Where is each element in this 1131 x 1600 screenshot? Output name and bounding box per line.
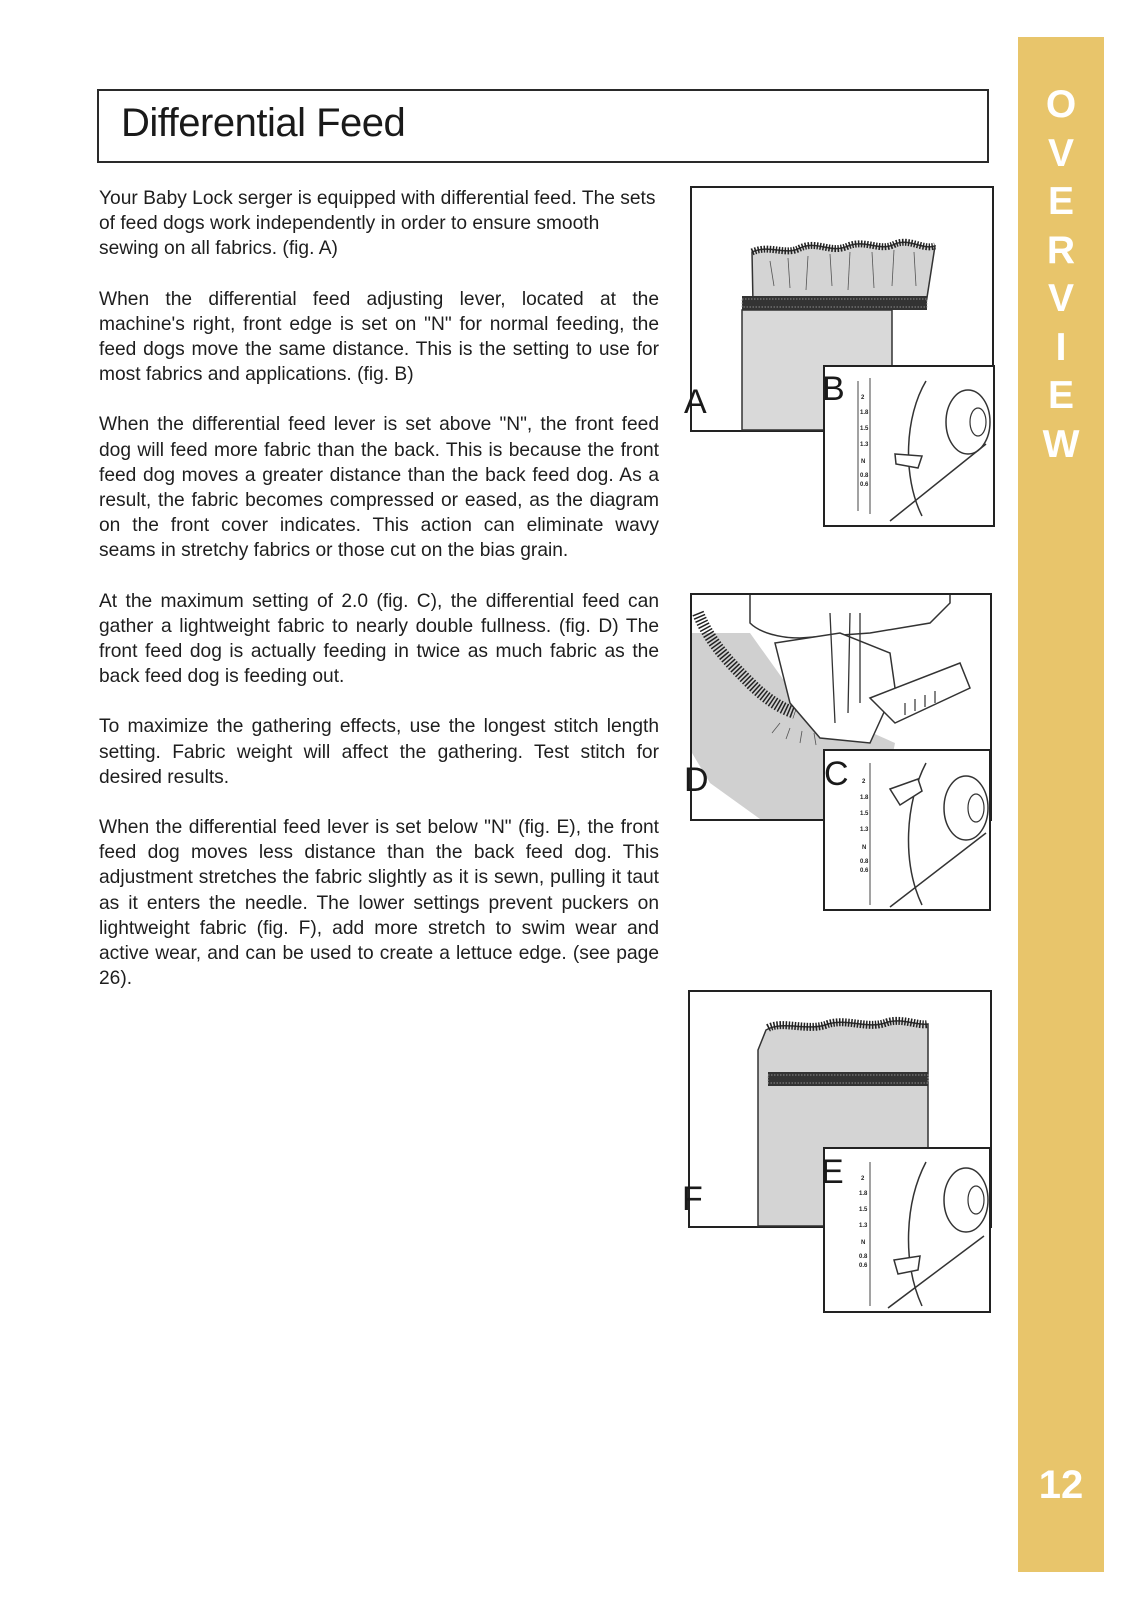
page-number: 12 <box>1038 1463 1084 1507</box>
paragraph-gathering: To maximize the gathering effects, use the longest stitch length setting. Fabric weight will affect the gathering. Test stitch for desired results. <box>99 716 659 788</box>
figure-a-label: A <box>684 383 707 421</box>
side-tab-letter: W <box>1042 422 1080 466</box>
side-tab-letter: E <box>1047 374 1074 417</box>
dial-label-2: 2 <box>862 779 866 785</box>
side-tab-letter: E <box>1047 180 1074 223</box>
figure-c-label: C <box>824 755 849 793</box>
dial-label-1.5: 1.5 <box>859 1207 868 1213</box>
side-tab-letter: V <box>1047 277 1074 320</box>
dial-label-2: 2 <box>861 395 865 401</box>
dial-label-n: N <box>861 459 866 465</box>
paragraph-normal-feed: When the differential feed adjusting lever, located at the machine's right, front edge is set on "N" for normal feeding, the feed dogs move the same distance. This is the setting to use for most fabrics and applications. (fig. B) <box>99 288 659 386</box>
dial-label-2: 2 <box>861 1176 865 1182</box>
dial-label-0.6: 0.6 <box>859 1263 868 1269</box>
dial-label-1.8: 1.8 <box>859 1191 868 1197</box>
paragraph-above-n: When the differential feed lever is set above "N", the front feed dog will feed more fabric than the back. This is because the front feed dog moves a greater distance than the back feed dog. As a result, the fabric becomes compressed or eased, as the diagram on the front cover indicates. This action can eliminate wavy seams in stretchy fabrics or those cut on the bias grain. <box>99 414 659 562</box>
dial-label-0.8: 0.8 <box>860 859 869 865</box>
side-tab-letter: V <box>1047 131 1074 175</box>
body-text <box>99 186 659 1016</box>
dial-label-1.8: 1.8 <box>860 410 869 416</box>
paragraph-maximum: At the maximum setting of 2.0 (fig. C), the differential feed can gather a lightweight fabric to nearly double fullness. (fig. D) The front feed dog is actually feeding in twice as much fabric as the back feed dog is feeding out. <box>99 590 659 688</box>
figure-b-label: B <box>822 370 845 408</box>
page-title: Differential Feed <box>121 101 406 145</box>
dial-label-1.3: 1.3 <box>860 827 869 833</box>
figure-e-label: E <box>821 1153 844 1191</box>
paragraph-below-n: When the differential feed lever is set below "N" (fig. E), the front feed dog moves less distance than the back feed dog. This adjustment stretches the fabric slightly as it is sewn, pulling it taut as it enters the needle. The lower settings prevent puckers on lightweight fabric (fig. F), add more stretch to swim wear and active wear, and can be used to create a lettuce edge. (see page 26). <box>99 817 659 990</box>
dial-label-n: N <box>862 845 867 851</box>
paragraph-intro: Your Baby Lock serger is equipped with differential feed. The sets of feed dogs work independently in order to ensure smooth sewing on all fabrics. (fig. A) <box>99 188 656 260</box>
side-tab-letter: R <box>1046 228 1076 272</box>
dial-label-0.8: 0.8 <box>860 473 869 479</box>
figure-d-label: D <box>684 761 709 799</box>
figure-a-b <box>684 186 1010 541</box>
figure-c-d <box>684 593 1010 923</box>
dial-label-1.8: 1.8 <box>860 795 869 801</box>
overview-side-tab <box>1018 37 1104 1572</box>
side-tab-letter: O <box>1045 83 1077 126</box>
dial-label-1.5: 1.5 <box>860 426 869 432</box>
dial-label-1.3: 1.3 <box>860 442 869 448</box>
dial-label-1.3: 1.3 <box>859 1223 868 1229</box>
figure-e-f <box>682 990 1008 1320</box>
middle-serged-band <box>742 296 927 310</box>
dial-label-0.6: 0.6 <box>860 482 869 488</box>
figure-f-label: F <box>682 1180 703 1218</box>
dial-label-1.5: 1.5 <box>860 811 869 817</box>
dial-label-n: N <box>861 1240 866 1246</box>
title-box <box>97 89 989 163</box>
side-tab-letter: I <box>1055 325 1067 369</box>
serged-band-f <box>768 1072 928 1086</box>
side-tab-letters <box>1018 81 1104 469</box>
dial-label-0.8: 0.8 <box>859 1254 868 1260</box>
dial-label-0.6: 0.6 <box>860 868 869 874</box>
